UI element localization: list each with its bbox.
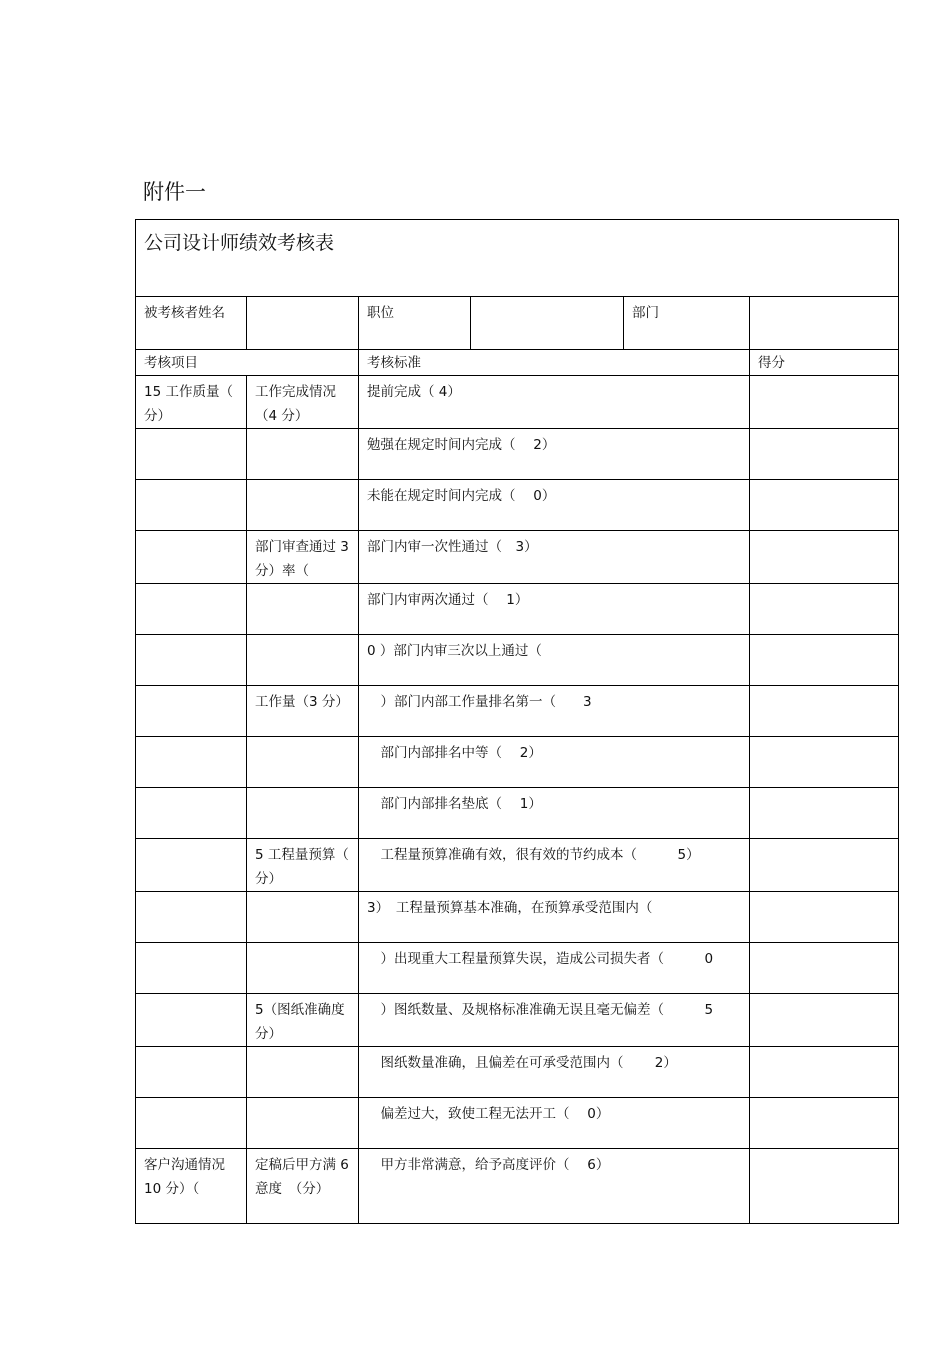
sub-item-cell: 工作完成情况（4 分）: [247, 376, 359, 429]
score-cell[interactable]: [750, 531, 899, 584]
standard-cell: 提前完成（ 4）: [359, 376, 750, 429]
criteria-row: [136, 892, 899, 943]
sub-item-cell: 部门审查通过 3 分）率（: [247, 531, 359, 584]
criteria-row: [136, 994, 899, 1047]
category-cell: [136, 635, 247, 686]
category-cell: [136, 892, 247, 943]
header-score: 得分: [750, 350, 899, 376]
header-item: 考核项目: [136, 350, 359, 376]
category-cell: 客户沟通情况 10 分）（: [136, 1149, 247, 1224]
sub-item-cell: [247, 737, 359, 788]
standard-cell: 部门内部排名中等（ 2）: [359, 737, 750, 788]
standard-cell: 未能在规定时间内完成（ 0）: [359, 480, 750, 531]
score-cell[interactable]: [750, 1047, 899, 1098]
standard-cell: 部门内审一次性通过（ 3）: [359, 531, 750, 584]
sub-item-cell: 5 工程量预算（ 分）: [247, 839, 359, 892]
standard-cell: 甲方非常满意，给予高度评价（ 6）: [359, 1149, 750, 1224]
sub-item-cell: 工作量（3 分）: [247, 686, 359, 737]
category-cell: [136, 737, 247, 788]
category-cell: [136, 1098, 247, 1149]
criteria-row: [136, 635, 899, 686]
score-cell[interactable]: [750, 1098, 899, 1149]
criteria-row: [136, 584, 899, 635]
sub-item-cell: [247, 788, 359, 839]
sub-item-cell: [247, 635, 359, 686]
category-cell: [136, 480, 247, 531]
standard-cell: 部门内部排名垫底（ 1）: [359, 788, 750, 839]
standard-cell: ）图纸数量、及规格标准准确无误且毫无偏差（ 5: [359, 994, 750, 1047]
sub-item-cell: [247, 943, 359, 994]
info-row: [136, 297, 899, 350]
criteria-row: [136, 788, 899, 839]
sub-item-cell: [247, 480, 359, 531]
category-cell: [136, 531, 247, 584]
score-cell[interactable]: [750, 994, 899, 1047]
performance-review-form: [135, 219, 898, 1224]
name-field[interactable]: [247, 297, 359, 350]
standard-cell: 图纸数量准确，且偏差在可承受范围内（ 2）: [359, 1047, 750, 1098]
attachment-label: 附件一: [143, 180, 206, 204]
criteria-row: [136, 1047, 899, 1098]
score-cell[interactable]: [750, 429, 899, 480]
criteria-row: [136, 1149, 899, 1224]
standard-cell: 0 ）部门内审三次以上通过（: [359, 635, 750, 686]
sub-item-cell: [247, 1098, 359, 1149]
position-label: 职位: [359, 297, 471, 350]
score-cell[interactable]: [750, 737, 899, 788]
category-cell: [136, 584, 247, 635]
standard-cell: 部门内审两次通过（ 1）: [359, 584, 750, 635]
review-table: [135, 219, 899, 1224]
criteria-row: [136, 737, 899, 788]
standard-cell: 勉强在规定时间内完成（ 2）: [359, 429, 750, 480]
criteria-row: [136, 943, 899, 994]
standard-cell: ）部门内部工作量排名第一（ 3: [359, 686, 750, 737]
title-row: [136, 220, 899, 297]
category-cell: [136, 1047, 247, 1098]
criteria-row: [136, 376, 899, 429]
category-cell: [136, 686, 247, 737]
score-cell[interactable]: [750, 892, 899, 943]
category-cell: [136, 839, 247, 892]
score-cell[interactable]: [750, 635, 899, 686]
category-cell: [136, 788, 247, 839]
sub-item-cell: [247, 429, 359, 480]
category-cell: [136, 994, 247, 1047]
criteria-row: [136, 839, 899, 892]
category-cell: 15 工作质量（ 分）: [136, 376, 247, 429]
header-standard: 考核标准: [359, 350, 750, 376]
sub-item-cell: 定稿后甲方满 6 意度 （分）: [247, 1149, 359, 1224]
sub-item-cell: [247, 892, 359, 943]
standard-cell: 偏差过大，致使工程无法开工（ 0）: [359, 1098, 750, 1149]
sub-item-cell: [247, 584, 359, 635]
standard-cell: 3） 工程量预算基本准确，在预算承受范围内（: [359, 892, 750, 943]
criteria-row: [136, 1098, 899, 1149]
criteria-row: [136, 531, 899, 584]
score-cell[interactable]: [750, 480, 899, 531]
category-cell: [136, 429, 247, 480]
position-field[interactable]: [471, 297, 624, 350]
score-cell[interactable]: [750, 839, 899, 892]
score-cell[interactable]: [750, 943, 899, 994]
score-cell[interactable]: [750, 788, 899, 839]
standard-cell: 工程量预算准确有效，很有效的节约成本（ 5）: [359, 839, 750, 892]
score-cell[interactable]: [750, 1149, 899, 1224]
score-cell[interactable]: [750, 686, 899, 737]
header-row: [136, 350, 899, 376]
score-cell[interactable]: [750, 376, 899, 429]
sub-item-cell: [247, 1047, 359, 1098]
department-label: 部门: [624, 297, 750, 350]
form-title: 公司设计师绩效考核表: [136, 220, 899, 297]
category-cell: [136, 943, 247, 994]
criteria-row: [136, 480, 899, 531]
criteria-row: [136, 429, 899, 480]
name-label: 被考核者姓名: [136, 297, 247, 350]
standard-cell: ）出现重大工程量预算失误，造成公司损失者（ 0: [359, 943, 750, 994]
sub-item-cell: 5（图纸准确度 分）: [247, 994, 359, 1047]
criteria-row: [136, 686, 899, 737]
score-cell[interactable]: [750, 584, 899, 635]
department-field[interactable]: [750, 297, 899, 350]
